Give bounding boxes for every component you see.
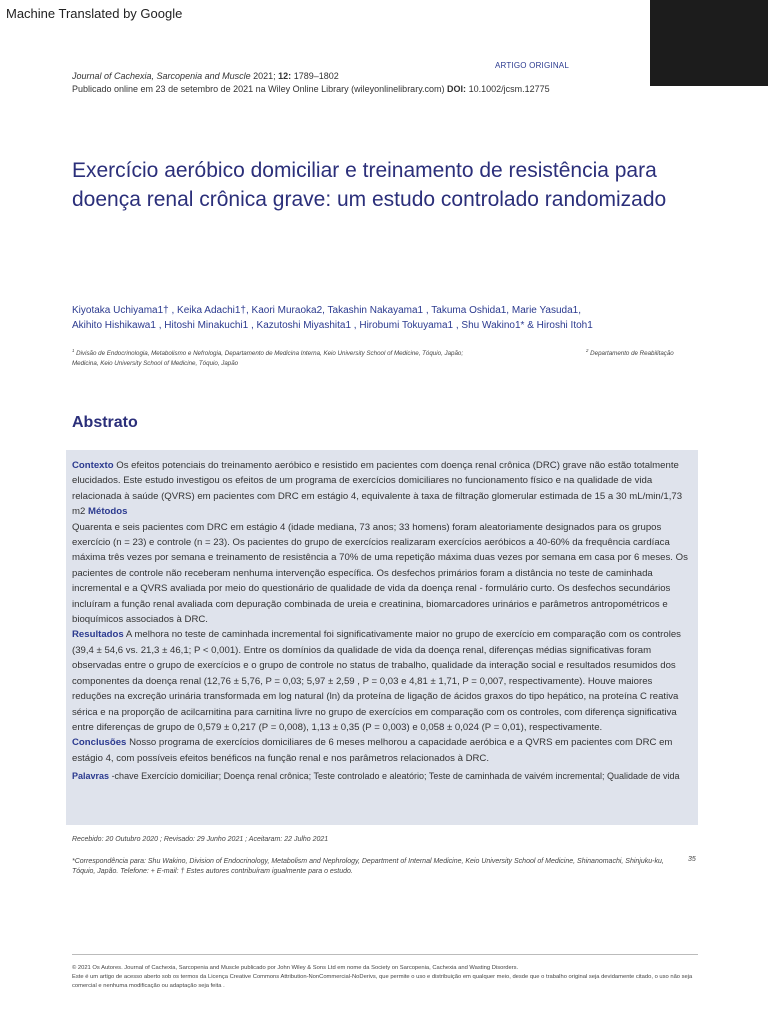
- publication-line: [72, 84, 550, 94]
- article-type-label: ARTIGO ORIGINAL: [495, 61, 569, 70]
- conclusions-text: Nosso programa de exercícios domiciliares de 6 meses melhorou a capacidade aeróbica e a QVRS em pacientes com DRC em estágio 4, com possíveis efeitos benéficos na função renal e nos parâmetros relacionados à DRC.: [72, 737, 673, 764]
- affiliation-1-number: 1: [72, 348, 75, 353]
- abstract-box: [66, 450, 698, 825]
- abstract-results: [72, 627, 692, 735]
- affiliation-2-text: Departamento de Reabilitação: [590, 350, 674, 358]
- results-label: Resultados: [72, 629, 124, 641]
- doi-label: DOI:: [447, 84, 467, 94]
- keywords-label: Palavras: [72, 771, 110, 782]
- affiliation-2: [586, 346, 706, 359]
- article-title: Exercício aeróbico domiciliar e treinamento de resistência para doença renal crônica grave: um estudo controlado randomizado: [72, 159, 667, 211]
- affiliation-1-text: Divisão de Endocrinologia, Metabolismo e Nefrologia, Departamento de Medicina Interna, Keio University School of Medicine, Tóquio, Japão;: [76, 350, 464, 358]
- copyright-line-1: © 2021 Os Autores. Journal of Cachexia, Sarcopenia and Muscle publicado por John Wiley & Sons Ltd em nome da Society on Sarcopenia, Cachexia and Wasting Disorders.: [72, 965, 519, 971]
- abstract-heading: Abstrato: [72, 414, 138, 431]
- machine-translated-banner: Machine Translated by Google: [6, 6, 183, 21]
- abstract-background: [72, 458, 692, 520]
- abstract-conclusions: [72, 735, 692, 766]
- background-label: Contexto: [72, 460, 114, 471]
- abstract-keywords: [72, 770, 692, 783]
- affiliation-2-number: 2: [586, 348, 589, 353]
- author-line-2: Akihito Hishikawa1 , Hitoshi Minakuchi1 , Kazutoshi Miyashita1 , Hirobumi Tokuyama1 , Shu Wakino1* & Hiroshi Itoh1: [72, 320, 593, 331]
- abstract-methods: [72, 520, 692, 628]
- background-text: Os efeitos potenciais do treinamento aeróbico e resistido em pacientes com doença renal crônica (DRC) grave não estão totalmente elucidados. Este estudo investigou os efeitos de um programa de exercícios domiciliares no funcionamento físico e na qualidade de vida relacionada à saúde (QVRS) em pacientes com DRC em estágio 4, equivalente à taxa de filtração glomerular estimada de 15 a 30 mL/min/1,73 m2: [72, 460, 683, 518]
- footer-divider: [72, 954, 698, 955]
- results-text: A melhora no teste de caminhada incremental foi significativamente maior no grupo de exercício em comparação com os controles (39,4 ± 54,6 vs. 21,3 ± 46,1; P < 0,001). Entre os domínios da qualidade de vida da doença renal, diferenças médias significativas foram observadas entre o grupo de exercícios e o grupo de controle no status de trabalho, qualidade da interação social e resultados resumidos dos componentes da doença renal (12,76 ± 5,76, P = 0,03; 5,97 ± 2,59 , P = 0,03 e 4,81 ± 1,71, P = 0,007, respectivamente). Houve maiores reduções na excreção urinária transformada em log natural (ln) da proteína de ligação de ácidos graxos do tipo hepático, na proteína C reativa sérica e na proporção de acilcarnitina para carnitina livre no grupo de exercícios em comparação com os controles, com diferença significativa entre diferenças de grupo de 0,579 ± 0,217 (P = 0,008), 1,13 ± 0,35 (P = 0,003) e 0,058 ± 0,024 (P = 0,01), respectivamente.: [72, 629, 681, 733]
- journal-year: 2021;: [253, 71, 276, 81]
- copyright-line-2: Este é um artigo de acesso aberto sob os termos da Licença Creative Commons Attribution-NonCommercial-NoDerivs, que permite o uso e distribuição em qualquer meio, desde que o trabalho original seja devidamente citado, o uso não seja comercial e nenhuma modificação ou adaptação seja feita .: [72, 974, 693, 989]
- journal-citation: [72, 71, 339, 81]
- author-list: [72, 303, 692, 333]
- conclusions-label: Conclusões: [72, 737, 127, 749]
- doi-link[interactable]: 10.1002/jcsm.12775: [468, 84, 550, 94]
- correspondence-note: *Correspondência para: Shu Wakino, Division of Endocrinology, Metabolism and Nephrology, Department of Internal Medicine, Keio University School of Medicine, Shinanomachi, Shinjuku-ku, Tóquio, Japão. Telefone: + E-mail: † Estes autores contribuíram igualmente para o estudo.: [72, 858, 664, 875]
- journal-name: Journal of Cachexia, Sarcopenia and Muscle: [72, 71, 251, 81]
- journal-pages: 1789–1802: [293, 71, 339, 81]
- copyright-notice: [72, 964, 698, 991]
- journal-volume: 12:: [278, 71, 292, 81]
- received-dates: Recebido: 20 Outubro 2020 ; Revisado: 29 Junho 2021 ; Aceitaram: 22 Julho 2021: [72, 836, 329, 843]
- publication-online: Publicado online em 23 de setembro de 2021 na Wiley Online Library (wileyonlinelibrary.com): [72, 84, 445, 94]
- page-number: 35: [688, 856, 696, 863]
- corner-block: [650, 0, 768, 86]
- methods-label: Métodos: [88, 506, 128, 518]
- author-line-1: Kiyotaka Uchiyama1† , Keika Adachi1†, Kaori Muraoka2, Takashin Nakayama1 , Takuma Oshida1, Marie Yasuda1,: [72, 305, 581, 316]
- methods-text: Quarenta e seis pacientes com DRC em estágio 4 (idade mediana, 73 anos; 33 homens) foram aleatoriamente designados para os grupos exercício (n = 23) e controle (n = 23). Os pacientes do grupo de exercícios realizaram exercícios aeróbicos a 40-60% da frequência cardíaca máxima três vezes por semana e treinamento de resistência a 70% de uma repetição máxima duas vezes por semana em casa por 6 meses. Os pacientes de controle não receberam nenhuma intervenção específica. Os desfechos primários foram a distância no teste de caminhada incremental e a QVRS avaliada por meio do questionário de qualidade de vida da doença renal - formulário curto. Os desfechos secundários incluíram a função renal avaliada com depuração combinada de ureia e creatinina, biomarcadores urinários e parâmetros antropométricos e bioquímicos associados à DRC.: [72, 521, 688, 626]
- affiliation-1: [72, 346, 512, 369]
- affiliation-1-continuation: Medicina, Keio University School of Medicine, Tóquio, Japão: [72, 360, 239, 368]
- keywords-text: -chave Exercício domiciliar; Doença renal crônica; Teste controlado e aleatório; Teste de caminhada de vaivém incremental; Qualidade de vida: [111, 771, 680, 782]
